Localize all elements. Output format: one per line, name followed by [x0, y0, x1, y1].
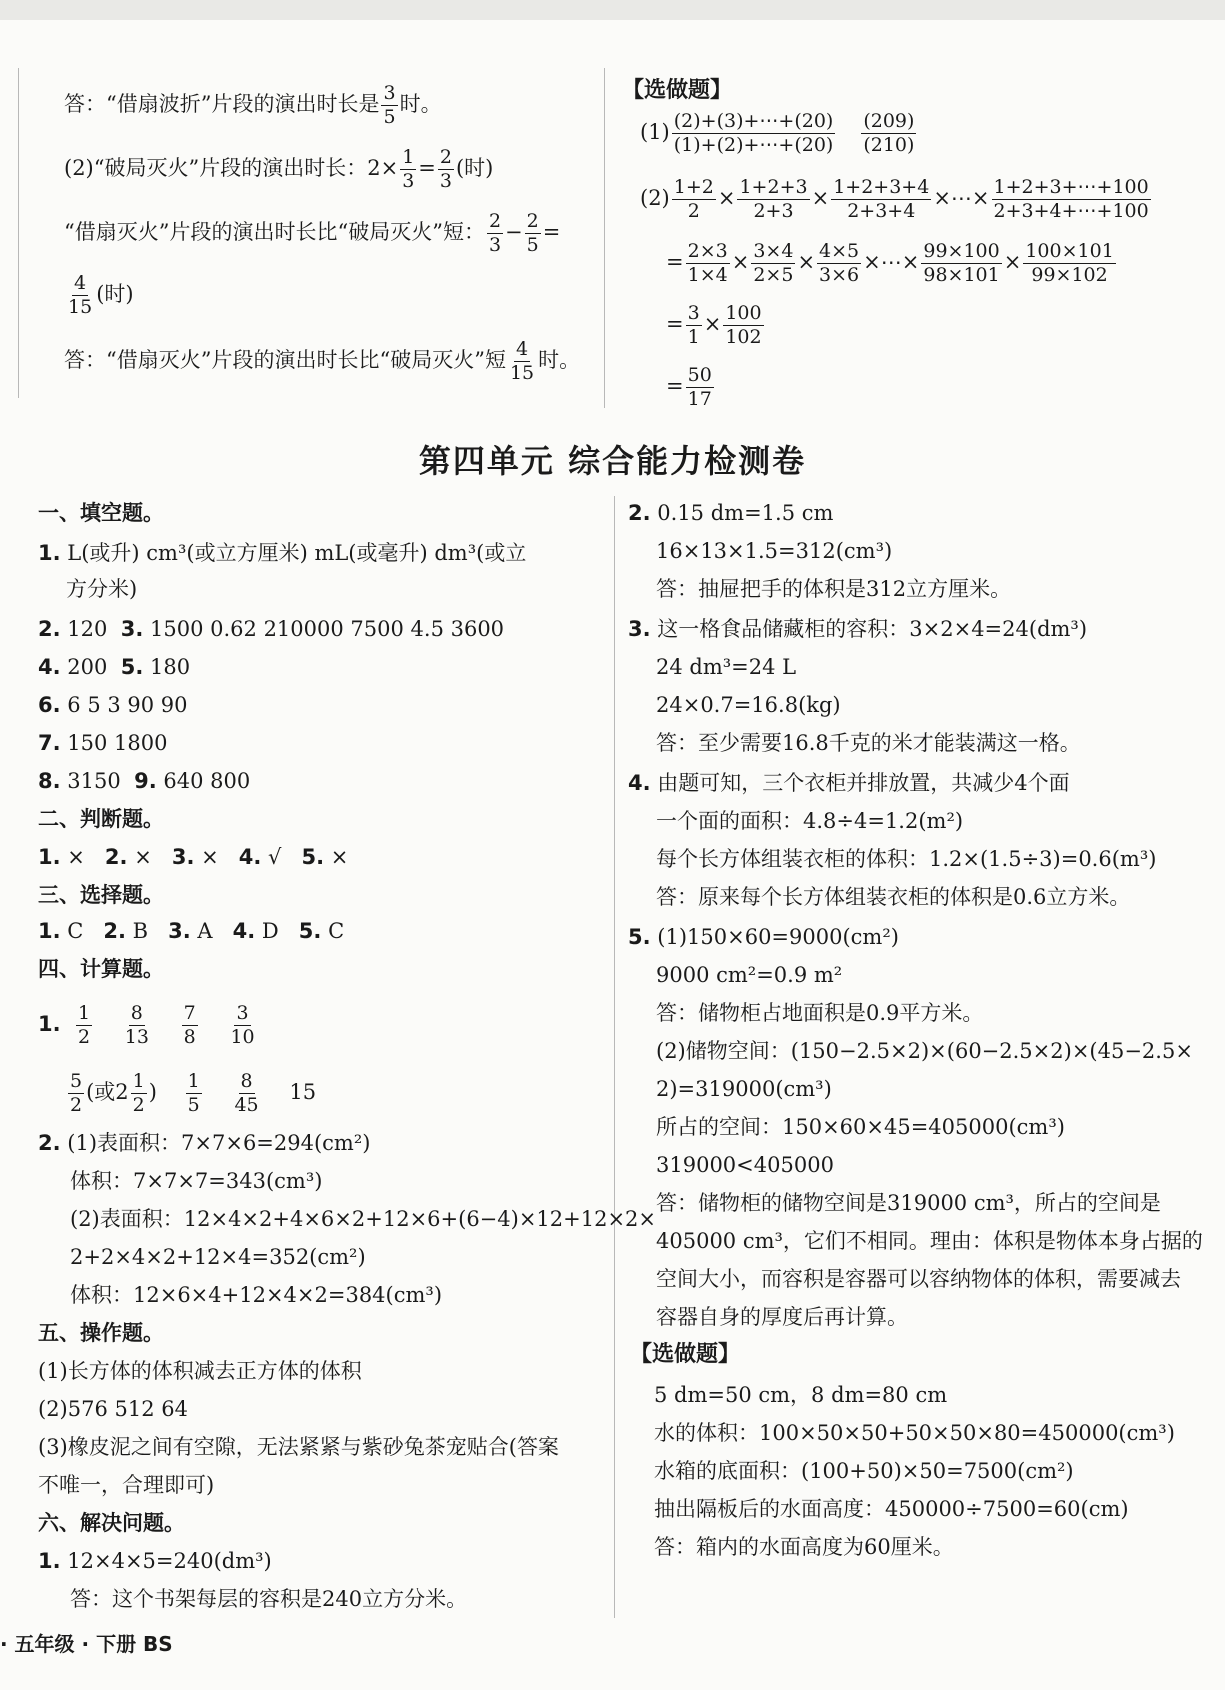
- answer: (1)150×60=9000(cm²): [657, 925, 899, 949]
- answer: C: [67, 919, 84, 943]
- numerator: 1: [132, 1070, 145, 1092]
- denominator: 10: [230, 1026, 255, 1048]
- calc-q2-l1: [38, 1128, 370, 1158]
- denominator: 13: [124, 1026, 149, 1048]
- solve-q2-l2: 16×13×1.5=312(cm³): [656, 539, 893, 563]
- denominator: 1×4: [687, 264, 728, 286]
- text: 答：“借扇波折”片段的演出时长是: [64, 92, 380, 116]
- numerator: 100×101: [1025, 240, 1114, 262]
- opt-part-4: [666, 302, 766, 349]
- answer: 1500 0.62 210000 7500 4.5 3600: [150, 617, 505, 641]
- answer: 3150: [67, 769, 121, 793]
- question-number: 8.: [38, 769, 61, 793]
- ellipsis: ×⋯×: [933, 186, 990, 210]
- answer: √: [268, 845, 282, 869]
- solve-q4-l2: 一个面的面积：4.8÷4=1.2(m²): [656, 809, 964, 833]
- question-number: 5.: [628, 925, 651, 949]
- answer: A: [197, 919, 213, 943]
- numerator: 1: [77, 1002, 91, 1024]
- denominator: 3×6: [819, 264, 860, 286]
- opt2-l3: 水箱的底面积：(100+50)×50=7500(cm²): [654, 1459, 1074, 1483]
- part-label: (2): [640, 186, 670, 210]
- fill-q6: [38, 690, 188, 720]
- question-number: 2.: [38, 617, 61, 641]
- top-column-divider: [604, 68, 605, 408]
- numerator: 3: [236, 1002, 249, 1024]
- fraction: [487, 210, 503, 257]
- denominator: 99×102: [1031, 264, 1108, 286]
- numerator: 1+2+3+4: [833, 176, 930, 198]
- numerator: 2×3: [687, 240, 728, 262]
- fraction: [438, 146, 454, 193]
- answer: D: [261, 919, 279, 943]
- text: 时。: [399, 92, 442, 116]
- page-footer: · 五年级 · 下册 BS: [0, 1632, 173, 1656]
- fraction: [400, 146, 416, 193]
- answer: ×: [67, 845, 85, 869]
- scan-top-edge: [0, 0, 1225, 20]
- solve-q4-l3: 每个长方体组装衣柜的体积：1.2×(1.5÷3)=0.6(m³): [656, 847, 1157, 871]
- numerator: 99×100: [923, 240, 1000, 262]
- op-l3: (3)橡皮泥之间有空隙，无法紧紧与紫砂兔茶宠贴合(答案: [38, 1435, 559, 1459]
- text: =: [418, 156, 436, 180]
- fraction: [76, 1002, 92, 1049]
- question-number: 1.: [38, 919, 61, 943]
- numerator: 3×4: [753, 240, 794, 262]
- answer: ×: [201, 845, 219, 869]
- solve-q5-l1: [628, 922, 899, 952]
- opt2-l2: 水的体积：100×50×50+50×50×80=450000(cm³): [654, 1421, 1175, 1445]
- numerator: 1+2: [673, 176, 714, 198]
- denominator: 98×101: [923, 264, 1000, 286]
- section-choice: 三、选择题。: [38, 883, 164, 907]
- section-judge: 二、判断题。: [38, 807, 164, 831]
- text: (时): [455, 156, 494, 180]
- denominator: (1)+(2)+⋯+(20): [673, 134, 834, 156]
- denominator: 2×5: [753, 264, 794, 286]
- answer: 200: [67, 655, 108, 679]
- fraction: [686, 364, 714, 411]
- numerator: 8: [240, 1070, 253, 1092]
- choice-answers: [38, 916, 344, 946]
- fraction: [921, 240, 1001, 287]
- numerator: 8: [130, 1002, 143, 1024]
- section-fill-blank: 一、填空题。: [38, 501, 164, 525]
- answer: 120: [67, 617, 108, 641]
- denominator: 2+3+4+⋯+100: [993, 200, 1149, 222]
- question-number: 5.: [298, 919, 322, 943]
- op-l2: (2)576 512 64: [38, 1397, 188, 1421]
- fraction: [861, 110, 916, 157]
- bottom-column-divider: [614, 496, 615, 1618]
- solve-q5-l6: 所占的空间：150×60×45=405000(cm³): [656, 1115, 1065, 1139]
- part-label: (1): [640, 120, 670, 144]
- fraction: [186, 1070, 202, 1117]
- text: (或2: [86, 1080, 129, 1104]
- times-sign: ×: [1003, 250, 1022, 274]
- question-number: 5.: [301, 845, 325, 869]
- denominator: 17: [687, 388, 712, 410]
- numerator: 4: [516, 338, 529, 360]
- numerator: 1+2+3+⋯+100: [993, 176, 1149, 198]
- times-sign: ×: [717, 186, 736, 210]
- solve-q3-l3: 24×0.7=16.8(kg): [656, 693, 841, 717]
- text: 答：“借扇灭火”片段的演出时长比“破局灭火”短: [64, 348, 506, 372]
- text: 时。: [538, 348, 581, 372]
- question-number: 5.: [120, 655, 144, 679]
- fraction: [123, 1002, 151, 1049]
- opt-part-2: [640, 176, 1153, 223]
- question-number: 4.: [238, 845, 262, 869]
- numerator: 5: [70, 1070, 83, 1092]
- denominator: 3: [488, 234, 502, 256]
- answer: 这一格食品储藏柜的容积：3×2×4=24(dm³): [657, 617, 1088, 641]
- answer: 640 800: [163, 769, 251, 793]
- denominator: 8: [183, 1026, 196, 1048]
- question-number: 4.: [232, 919, 256, 943]
- text: (时): [96, 282, 134, 306]
- fraction: [992, 176, 1151, 223]
- top-left-line-3: [64, 210, 560, 257]
- numerator: 4: [74, 272, 87, 294]
- fraction: [1023, 240, 1115, 287]
- text: −: [505, 220, 523, 244]
- calc-q2-l5: 体积：12×6×4+12×4×2=384(cm³): [70, 1283, 443, 1307]
- fraction: [831, 176, 931, 223]
- times-sign: ×: [797, 250, 816, 274]
- unit-title: 第四单元 综合能力检测卷: [418, 442, 807, 480]
- numerator: 2: [526, 210, 539, 232]
- question-number: 9.: [134, 769, 157, 793]
- numerator: 1: [187, 1070, 200, 1092]
- solve-q5-l5: 2)=319000(cm³): [656, 1077, 832, 1101]
- fraction: [751, 240, 795, 287]
- fraction: [723, 302, 763, 349]
- fraction: [525, 210, 541, 257]
- op-l1: (1)长方体的体积减去正方体的体积: [38, 1359, 362, 1383]
- question-number: 6.: [38, 693, 61, 717]
- answer: 0.15 dm=1.5 cm: [657, 501, 834, 525]
- answer: 6 5 3 90 90: [67, 693, 188, 717]
- solve-q2-l3: 答：抽屉把手的体积是312立方厘米。: [656, 577, 1012, 601]
- solve-q3-l1: [628, 614, 1087, 644]
- opt-part-3: [666, 240, 1118, 287]
- solve-q1-l2: 答：这个书架每层的容积是240立方分米。: [70, 1587, 468, 1611]
- question-number: 3.: [120, 617, 144, 641]
- calc-q2-l4: 2+2×4×2+12×4=352(cm²): [70, 1245, 366, 1269]
- question-number: 3.: [168, 919, 191, 943]
- calc-q2-l3: (2)表面积：12×4×2+4×6×2+12×6+(6−4)×12+12×2×: [70, 1207, 657, 1231]
- answer: C: [328, 919, 345, 943]
- solve-q4-l1: [628, 768, 1070, 798]
- question-number: 1.: [38, 1012, 61, 1036]
- answer: ×: [134, 845, 152, 869]
- question-number: 2.: [38, 1131, 61, 1155]
- solve-q5-l2: 9000 cm²=0.9 m²: [656, 963, 843, 987]
- left-margin-rule: [18, 68, 19, 398]
- section-operation: 五、操作题。: [38, 1321, 164, 1345]
- fill-q1-cont: 方分米): [66, 577, 138, 601]
- numerator: 3: [687, 302, 700, 324]
- question-number: 7.: [38, 731, 61, 755]
- solve-q3-l2: 24 dm³=24 L: [656, 655, 797, 679]
- fill-q2-q3: [38, 614, 504, 644]
- opt-part-5: [666, 364, 716, 411]
- question-number: 2.: [104, 845, 128, 869]
- denominator: (210): [863, 134, 915, 156]
- numerator: (209): [863, 110, 915, 132]
- equals-sign: =: [666, 374, 684, 398]
- opt-part-1: [640, 110, 918, 157]
- fraction: [737, 176, 809, 223]
- section-solve: 六、解决问题。: [38, 1511, 185, 1535]
- denominator: 3: [439, 170, 452, 192]
- question-number: 3.: [171, 845, 195, 869]
- denominator: 15: [509, 362, 535, 384]
- answer: L(或升) cm³(或立方厘米) mL(或毫升) dm³(或立: [67, 541, 527, 565]
- solve-q5-l4: (2)储物空间：(150−2.5×2)×(60−2.5×2)×(45−2.5×: [656, 1039, 1193, 1063]
- equals-sign: =: [666, 250, 684, 274]
- denominator: 15: [68, 296, 93, 318]
- fill-q8-q9: [38, 766, 250, 796]
- denominator: 5: [526, 234, 539, 256]
- answer: 150 1800: [67, 731, 168, 755]
- fraction: [131, 1070, 147, 1117]
- answer: 15: [289, 1080, 317, 1104]
- top-left-line-5: [64, 338, 580, 385]
- numerator: 1: [402, 146, 415, 168]
- denominator: 2+3+4: [847, 200, 916, 222]
- fill-q1: [38, 538, 526, 568]
- solve-q5-l10: 空间大小，而容积是容器可以容纳物体的体积，需要减去: [656, 1267, 1181, 1291]
- solve-q5-l11: 容器自身的厚度后再计算。: [656, 1305, 908, 1329]
- fraction: [66, 272, 94, 319]
- times-sign: ×: [811, 186, 830, 210]
- numerator: 2: [439, 146, 452, 168]
- text: =: [542, 220, 561, 244]
- denominator: 2: [687, 200, 700, 222]
- question-number: 2.: [103, 919, 126, 943]
- denominator: 3: [402, 170, 415, 192]
- question-number: 4.: [38, 655, 61, 679]
- top-left-line-2: [64, 146, 493, 193]
- answer: 12×4×5=240(dm³): [67, 1549, 272, 1573]
- solve-q5-l8: 答：储物柜的储物空间是319000 cm³，所占的空间是: [656, 1191, 1161, 1215]
- fraction: [228, 1002, 256, 1049]
- calc-q1-row1: [38, 1002, 259, 1049]
- question-number: 4.: [628, 771, 651, 795]
- fill-q4-q5: [38, 652, 190, 682]
- text: “借扇灭火”片段的演出时长比“破局灭火”短：: [64, 220, 485, 244]
- solve-q3-l4: 答：至少需要16.8千克的米才能装满这一格。: [656, 731, 1081, 755]
- question-number: 1.: [38, 1549, 61, 1573]
- solve-q2-l1: [628, 498, 833, 528]
- solve-q5-l9: 405000 cm³，它们不相同。理由：体积是物体本身占据的: [656, 1229, 1203, 1253]
- top-left-line-4: [64, 272, 134, 319]
- text: (2)“破局灭火”片段的演出时长：2×: [64, 156, 399, 180]
- fraction: [686, 240, 730, 287]
- optional-header: 【选做题】: [622, 78, 733, 103]
- section-calc: 四、计算题。: [38, 957, 164, 981]
- fraction: [672, 110, 836, 157]
- fraction: [686, 302, 702, 349]
- answer: ×: [330, 845, 349, 869]
- top-left-line-1: [64, 82, 442, 129]
- denominator: 1: [687, 326, 700, 348]
- numerator: 2: [488, 210, 502, 232]
- fill-q7: [38, 728, 167, 758]
- fraction: [508, 338, 536, 385]
- equals-sign: =: [666, 312, 684, 336]
- fraction: [672, 176, 716, 223]
- opt2-l4: 抽出隔板后的水面高度：450000÷7500=60(cm): [654, 1497, 1129, 1521]
- times-sign: ×: [703, 312, 722, 336]
- text: ): [148, 1080, 157, 1104]
- denominator: 45: [234, 1094, 259, 1116]
- denominator: 102: [725, 326, 762, 348]
- denominator: 5: [383, 106, 396, 128]
- fraction: [817, 240, 861, 287]
- numerator: (2)+(3)+⋯+(20): [673, 110, 834, 132]
- denominator: 2: [132, 1094, 145, 1116]
- fraction: [182, 1002, 198, 1049]
- answer: (1)表面积：7×7×6=294(cm²): [67, 1131, 371, 1155]
- numerator: 50: [687, 364, 712, 386]
- denominator: 5: [187, 1094, 200, 1116]
- calc-q2-l2: 体积：7×7×7=343(cm³): [70, 1169, 323, 1193]
- fraction: [232, 1070, 260, 1117]
- fraction: [68, 1070, 84, 1117]
- question-number: 1.: [38, 845, 61, 869]
- times-sign: ×: [731, 250, 750, 274]
- opt2-l1: 5 dm=50 cm，8 dm=80 cm: [654, 1383, 948, 1407]
- numerator: 100: [725, 302, 762, 324]
- denominator: 2: [70, 1094, 83, 1116]
- solve-q5-l3: 答：储物柜占地面积是0.9平方米。: [656, 1001, 984, 1025]
- answer: B: [132, 919, 149, 943]
- solve-q4-l4: 答：原来每个长方体组装衣柜的体积是0.6立方米。: [656, 885, 1131, 909]
- numerator: 1+2+3: [739, 176, 808, 198]
- answer: 由题可知，三个衣柜并排放置，共减少4个面: [657, 771, 1070, 795]
- numerator: 3: [383, 82, 396, 104]
- denominator: 2+3: [753, 200, 794, 222]
- question-number: 1.: [38, 541, 61, 565]
- solve-q1-l1: [38, 1546, 272, 1576]
- ellipsis: ×⋯×: [863, 250, 920, 274]
- fraction: [381, 82, 397, 129]
- numerator: 7: [183, 1002, 196, 1024]
- solve-q5-l7: 319000<405000: [656, 1153, 834, 1177]
- judge-answers: [38, 842, 348, 872]
- question-number: 3.: [628, 617, 651, 641]
- question-number: 2.: [628, 501, 651, 525]
- op-l4: 不唯一，合理即可): [38, 1473, 215, 1497]
- optional-header-2: 【选做题】: [630, 1342, 741, 1367]
- calc-q1-row2: [66, 1070, 316, 1117]
- numerator: 4×5: [819, 240, 860, 262]
- denominator: 2: [77, 1026, 91, 1048]
- opt2-l5: 答：箱内的水面高度为60厘米。: [654, 1535, 954, 1559]
- answer: 180: [150, 655, 191, 679]
